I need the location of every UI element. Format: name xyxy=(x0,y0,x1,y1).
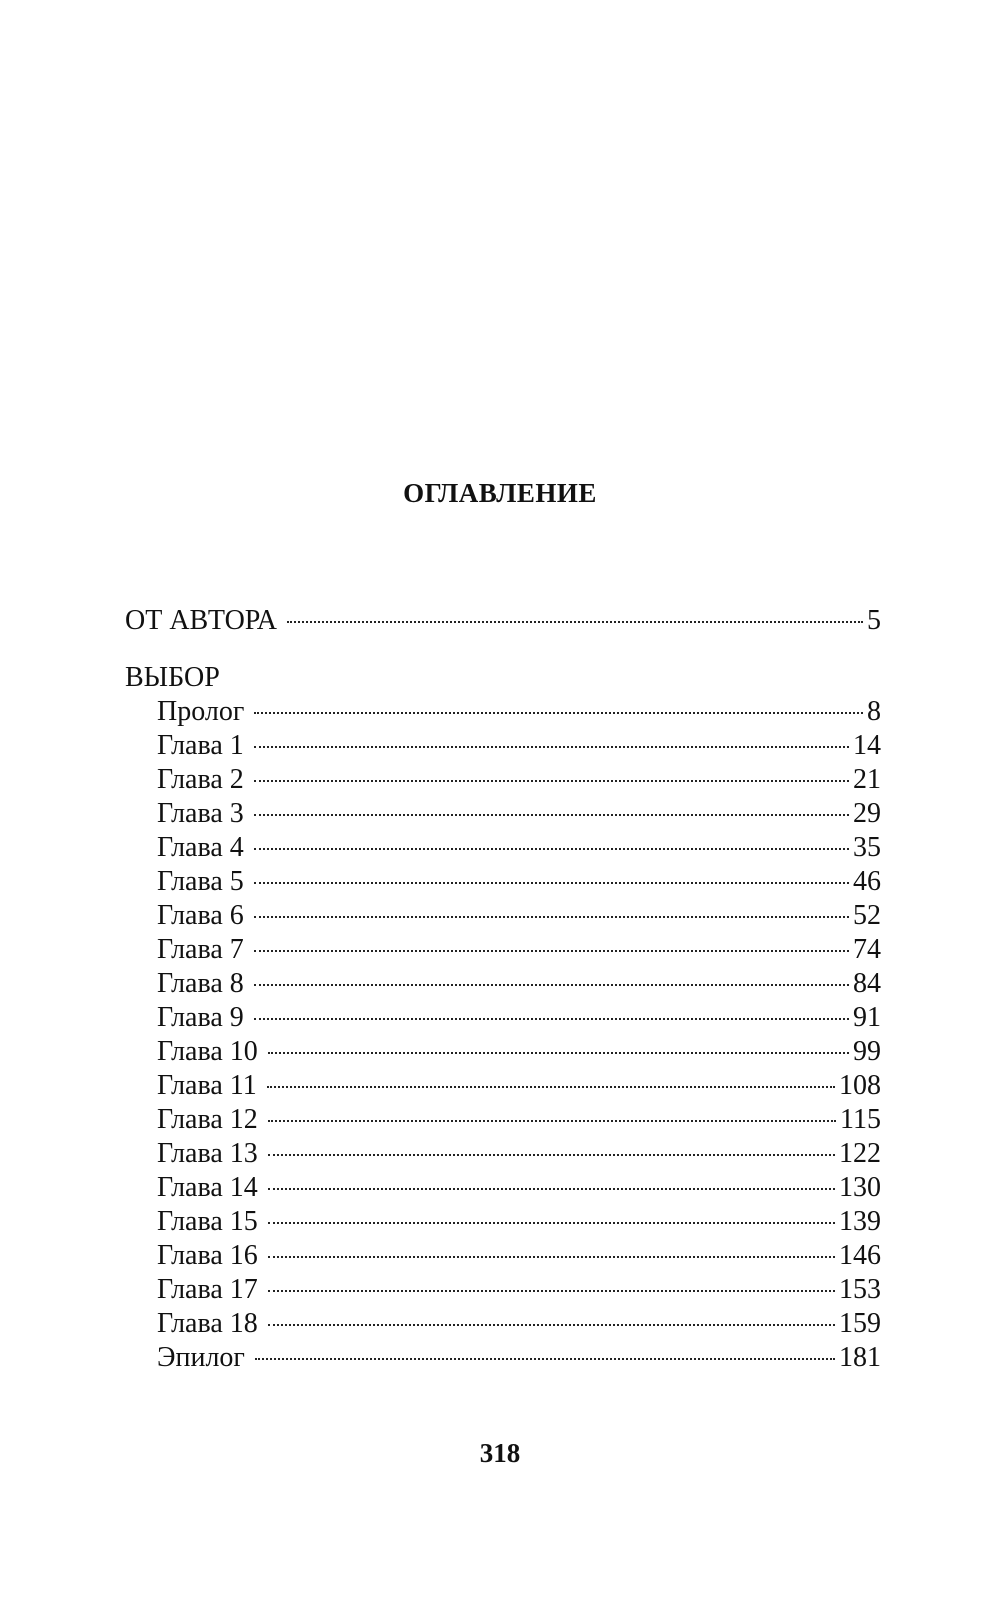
toc-heading: ОГЛАВЛЕНИЕ xyxy=(403,478,597,508)
toc-entry-page: 153 xyxy=(839,1274,881,1305)
toc-entry-page: 46 xyxy=(853,866,881,897)
toc-entry[interactable] xyxy=(157,1001,881,1035)
dot-leader xyxy=(268,1120,836,1122)
dot-leader xyxy=(254,848,849,850)
dot-leader xyxy=(268,1222,835,1224)
dot-leader xyxy=(255,1358,835,1360)
toc-entry[interactable] xyxy=(157,1171,881,1205)
toc-entry-page: 74 xyxy=(853,934,881,965)
toc-entry[interactable] xyxy=(157,695,881,729)
section-title: ВЫБОР xyxy=(125,662,220,693)
toc-entry-page: 139 xyxy=(839,1206,881,1237)
toc-entry-label: Глава 17 xyxy=(157,1274,258,1305)
toc-entry-label: Глава 6 xyxy=(157,900,244,931)
dot-leader xyxy=(254,780,849,782)
toc-entry-label: Глава 10 xyxy=(157,1036,258,1067)
dot-leader xyxy=(268,1256,835,1258)
toc-entry[interactable] xyxy=(157,1103,881,1137)
dot-leader xyxy=(268,1154,835,1156)
toc-entry[interactable] xyxy=(157,967,881,1001)
toc-entry-page: 91 xyxy=(853,1002,881,1033)
dot-leader xyxy=(268,1188,835,1190)
dot-leader xyxy=(267,1086,835,1088)
toc-entry-label: Глава 18 xyxy=(157,1308,258,1339)
section-entries xyxy=(125,695,881,1375)
toc-entry-page: 52 xyxy=(853,900,881,931)
toc-entry-page: 181 xyxy=(839,1342,881,1373)
dot-leader xyxy=(287,621,863,623)
dot-leader xyxy=(254,1018,849,1020)
toc-entry-label: Глава 15 xyxy=(157,1206,258,1237)
dot-leader xyxy=(268,1290,835,1292)
dot-leader xyxy=(254,814,849,816)
toc-entry-label: Глава 7 xyxy=(157,934,244,965)
toc-entry-label: Глава 5 xyxy=(157,866,244,897)
toc-entry[interactable] xyxy=(157,1341,881,1375)
toc-entry-label: Глава 2 xyxy=(157,764,244,795)
dot-leader xyxy=(268,1052,849,1054)
toc-entry-page: 35 xyxy=(853,832,881,863)
toc-entry-label: Глава 8 xyxy=(157,968,244,999)
dot-leader xyxy=(254,712,863,714)
toc-entry-from-author[interactable] xyxy=(125,604,881,638)
toc-entry-page: 130 xyxy=(839,1172,881,1203)
toc-entry-page: 8 xyxy=(867,696,881,727)
dot-leader xyxy=(254,882,849,884)
dot-leader xyxy=(254,950,849,952)
toc-entry[interactable] xyxy=(157,1239,881,1273)
toc-entry-page: 159 xyxy=(839,1308,881,1339)
toc-entry-label: Глава 11 xyxy=(157,1070,257,1101)
toc-entry[interactable] xyxy=(157,1069,881,1103)
toc-entry[interactable] xyxy=(157,1273,881,1307)
toc-entry-page: 21 xyxy=(853,764,881,795)
toc-entry-page: 84 xyxy=(853,968,881,999)
toc-entry-page: 115 xyxy=(840,1104,881,1135)
page-number: 318 xyxy=(479,1438,521,1468)
toc-entry-label: Глава 12 xyxy=(157,1104,258,1135)
dot-leader xyxy=(268,1324,835,1326)
toc-entry[interactable] xyxy=(157,831,881,865)
toc-entry-page: 146 xyxy=(839,1240,881,1271)
toc-entry-page: 29 xyxy=(853,798,881,829)
dot-leader xyxy=(254,984,849,986)
toc-entry[interactable] xyxy=(157,763,881,797)
toc-entry-label: Глава 9 xyxy=(157,1002,244,1033)
toc-entry-page: 5 xyxy=(867,605,881,636)
toc-entry-label: Эпилог xyxy=(157,1342,245,1373)
toc-entry[interactable] xyxy=(157,1205,881,1239)
toc-entry-label: Глава 13 xyxy=(157,1138,258,1169)
toc-entry-label: Глава 1 xyxy=(157,730,244,761)
toc-entry-label: Пролог xyxy=(157,696,245,727)
toc-entry-label: ОТ АВТОРА xyxy=(125,605,278,636)
table-of-contents xyxy=(125,604,881,1375)
toc-entry[interactable] xyxy=(157,729,881,763)
toc-entry-label: Глава 14 xyxy=(157,1172,258,1203)
toc-entry[interactable] xyxy=(157,865,881,899)
toc-entry[interactable] xyxy=(157,797,881,831)
toc-entry[interactable] xyxy=(157,1307,881,1341)
toc-entry-label: Глава 16 xyxy=(157,1240,258,1271)
toc-entry-page: 122 xyxy=(839,1138,881,1169)
toc-entry-page: 108 xyxy=(839,1070,881,1101)
dot-leader xyxy=(254,916,849,918)
toc-entry[interactable] xyxy=(157,933,881,967)
toc-entry[interactable] xyxy=(157,1137,881,1171)
toc-entry-page: 99 xyxy=(853,1036,881,1067)
dot-leader xyxy=(254,746,849,748)
toc-entry-page: 14 xyxy=(853,730,881,761)
toc-entry[interactable] xyxy=(157,899,881,933)
toc-entry[interactable] xyxy=(157,1035,881,1069)
toc-entry-label: Глава 4 xyxy=(157,832,244,863)
toc-entry-label: Глава 3 xyxy=(157,798,244,829)
